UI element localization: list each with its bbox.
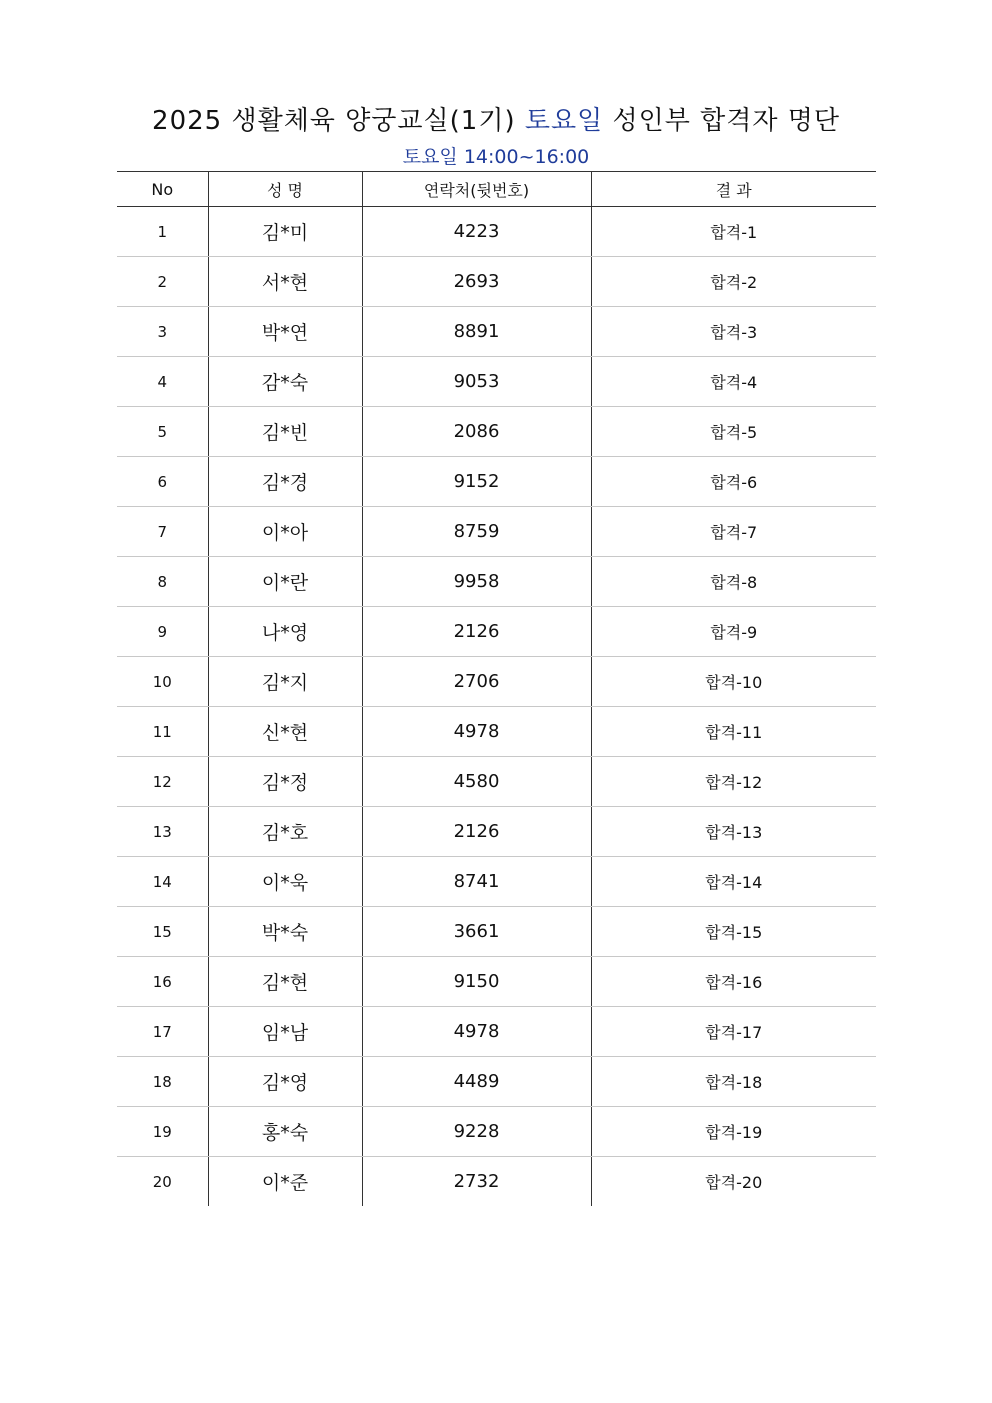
header-phone: 연락처(뒷번호) — [362, 172, 591, 207]
cell-result: 합격-3 — [591, 307, 876, 357]
table-row — [117, 957, 876, 1007]
cell-result: 합격-4 — [591, 357, 876, 407]
table-row — [117, 857, 876, 907]
cell-result: 합격-10 — [591, 657, 876, 707]
cell-no: 7 — [117, 507, 208, 557]
cell-phone: 4978 — [362, 707, 591, 757]
cell-phone: 2732 — [362, 1157, 591, 1207]
roster-table — [117, 171, 876, 1206]
cell-phone: 8891 — [362, 307, 591, 357]
cell-phone: 2693 — [362, 257, 591, 307]
table-row — [117, 557, 876, 607]
cell-name: 김*영 — [208, 1057, 362, 1107]
cell-name: 박*연 — [208, 307, 362, 357]
cell-result: 합격-5 — [591, 407, 876, 457]
cell-result: 합격-1 — [591, 207, 876, 257]
cell-no: 5 — [117, 407, 208, 457]
cell-name: 박*숙 — [208, 907, 362, 957]
cell-no: 6 — [117, 457, 208, 507]
cell-phone: 8759 — [362, 507, 591, 557]
cell-phone: 4489 — [362, 1057, 591, 1107]
cell-no: 1 — [117, 207, 208, 257]
cell-no: 13 — [117, 807, 208, 857]
cell-result: 합격-20 — [591, 1157, 876, 1207]
table-row — [117, 207, 876, 257]
cell-no: 4 — [117, 357, 208, 407]
cell-result: 합격-18 — [591, 1057, 876, 1107]
cell-name: 김*지 — [208, 657, 362, 707]
table-row — [117, 407, 876, 457]
cell-result: 합격-6 — [591, 457, 876, 507]
cell-phone: 4223 — [362, 207, 591, 257]
cell-result: 합격-8 — [591, 557, 876, 607]
cell-no: 17 — [117, 1007, 208, 1057]
cell-result: 합격-17 — [591, 1007, 876, 1057]
roster-table-header — [117, 172, 876, 207]
title-suffix: 성인부 합격자 명단 — [612, 106, 840, 136]
cell-result: 합격-2 — [591, 257, 876, 307]
cell-phone: 3661 — [362, 907, 591, 957]
cell-result: 합격-9 — [591, 607, 876, 657]
table-row — [117, 807, 876, 857]
cell-phone: 4978 — [362, 1007, 591, 1057]
cell-no: 12 — [117, 757, 208, 807]
cell-name: 김*정 — [208, 757, 362, 807]
table-row — [117, 657, 876, 707]
cell-result: 합격-14 — [591, 857, 876, 907]
cell-no: 14 — [117, 857, 208, 907]
cell-result: 합격-19 — [591, 1107, 876, 1157]
header-result: 결 과 — [591, 172, 876, 207]
page-subtitle: 토요일 14:00~16:00 — [402, 146, 590, 168]
cell-name: 김*경 — [208, 457, 362, 507]
cell-name: 이*욱 — [208, 857, 362, 907]
table-row — [117, 357, 876, 407]
header-no: No — [117, 172, 208, 207]
cell-no: 11 — [117, 707, 208, 757]
cell-name: 홍*숙 — [208, 1107, 362, 1157]
table-row — [117, 1057, 876, 1107]
table-row — [117, 757, 876, 807]
cell-name: 나*영 — [208, 607, 362, 657]
cell-no: 19 — [117, 1107, 208, 1157]
title-prefix: 2025 생활체육 양궁교실(1기) — [152, 106, 516, 136]
header-name: 성 명 — [208, 172, 362, 207]
cell-name: 임*남 — [208, 1007, 362, 1057]
table-row — [117, 457, 876, 507]
cell-name: 이*란 — [208, 557, 362, 607]
cell-name: 김*호 — [208, 807, 362, 857]
cell-no: 20 — [152, 1172, 172, 1191]
cell-name: 서*현 — [208, 257, 362, 307]
table-row — [117, 307, 876, 357]
cell-name: 이*아 — [208, 507, 362, 557]
title-accent-day: 토요일 — [524, 106, 604, 136]
table-row — [117, 1107, 876, 1157]
cell-name: 신*현 — [208, 707, 362, 757]
cell-phone: 9228 — [362, 1107, 591, 1157]
cell-phone: 9150 — [362, 957, 591, 1007]
header-row — [117, 172, 876, 207]
cell-phone: 2086 — [362, 407, 591, 457]
roster-table-body — [117, 207, 876, 1207]
cell-name: 이*준 — [208, 1157, 362, 1207]
table-row — [117, 507, 876, 557]
cell-name: 김*빈 — [208, 407, 362, 457]
cell-name: 김*현 — [208, 957, 362, 1007]
cell-no: 16 — [117, 957, 208, 1007]
cell-phone: 2126 — [362, 607, 591, 657]
cell-phone: 9053 — [362, 357, 591, 407]
table-row — [117, 907, 876, 957]
cell-name: 김*미 — [208, 207, 362, 257]
cell-no: 10 — [117, 657, 208, 707]
cell-no: 3 — [117, 307, 208, 357]
table-row — [117, 607, 876, 657]
cell-phone: 9152 — [362, 457, 591, 507]
cell-result: 합격-15 — [591, 907, 876, 957]
cell-phone: 9958 — [362, 557, 591, 607]
table-row — [117, 1157, 876, 1207]
cell-no: 9 — [117, 607, 208, 657]
cell-no: 18 — [117, 1057, 208, 1107]
cell-no: 15 — [117, 907, 208, 957]
cell-no: 2 — [117, 257, 208, 307]
cell-result: 합격-7 — [591, 507, 876, 557]
table-row — [117, 257, 876, 307]
table-row — [117, 1007, 876, 1057]
cell-result: 합격-12 — [591, 757, 876, 807]
cell-result: 합격-11 — [591, 707, 876, 757]
cell-phone: 2706 — [362, 657, 591, 707]
cell-phone: 2126 — [362, 807, 591, 857]
cell-name: 감*숙 — [208, 357, 362, 407]
page-title — [0, 100, 992, 137]
cell-result: 합격-16 — [591, 957, 876, 1007]
cell-phone: 4580 — [362, 757, 591, 807]
table-row — [117, 707, 876, 757]
cell-no: 8 — [117, 557, 208, 607]
cell-result: 합격-13 — [591, 807, 876, 857]
cell-phone: 8741 — [362, 857, 591, 907]
